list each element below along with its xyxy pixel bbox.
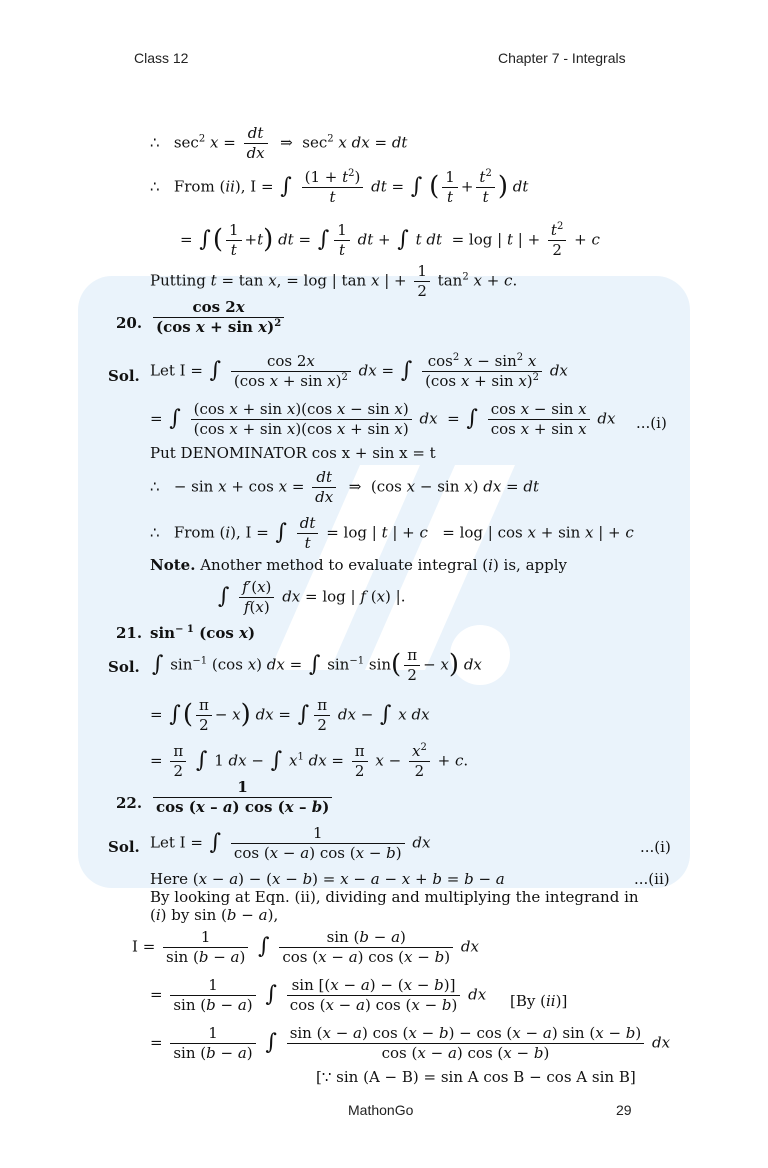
q20-number: 20. (116, 314, 143, 332)
q22-expression: $\frac{1}{\cos (x - a) \cos (x - b)}$ (150, 778, 335, 817)
line-2: ∴ From (ii), I = ∫ $\frac{(1 + t^2)}{t}$ dt = ∫ ( $\frac{1}{t}$ + $\frac{t^2}{t}$ ) dt (150, 168, 529, 206)
s21-sol-label: Sol. (108, 658, 140, 676)
footer-page-number: 29 (616, 1102, 632, 1118)
s22-tag-ii: ...(ii) (634, 870, 670, 888)
note-formula: ∫ $\frac{f'(x)}{f(x)}$ dx = log | f (x) |. (218, 578, 406, 616)
footer-brand: MathonGo (348, 1102, 414, 1118)
s22-sol-label: Sol. (108, 838, 140, 856)
s20-line-c: Put DENOMINATOR cos x + sin x = t (150, 444, 436, 462)
s21-line-c: = $\frac{\pi}{2}$ ∫ 1 dx − ∫ $x^1$ dx = $\frac{\pi}{2}$ x − $\frac{x^2}{2}$ + c. (150, 742, 469, 780)
s21-line-b: = ∫( $\frac{\pi}{2}$ − x) dx = ∫ $\frac{\pi}{2}$ dx − ∫ x dx (150, 696, 430, 734)
q21-expression: $\sin^{- 1} (\cos$ x) (150, 624, 256, 642)
s22-line-d: (i) by sin (b − a), (150, 906, 279, 924)
s20-line-a: Let I = ∫ $\frac{\cos 2x}{(\cos x + \sin x)^2}$ dx = ∫ $\frac{\cos^2 x - \sin^2 x}{(\cos x + \sin x)^2}$ dx (150, 352, 568, 390)
s21-line-a: ∫ $\sin^{-1} (\cos$ x) dx = ∫ $\sin^{-1} \sin$( $\frac{\pi}{2}$ − x) dx (152, 646, 482, 684)
s22-line-f: = $\frac{1}{\sin (b - a)}$ ∫ $\frac{\sin [(x - a) - (x - b)]}{\cos (x - a) \cos (x - b)}$ dx (150, 976, 487, 1014)
s20-line-b: = ∫ $\frac{\text{(cos x + sin x)(cos x − sin x)}}{\text{(cos x + sin x)(cos x + sin x)}}$ dx = ∫ $\frac{\text{cos x − sin x}}{\text{cos x + sin x}}$ dx (150, 400, 616, 438)
s20-sol-label: Sol. (108, 367, 140, 385)
s22-line-g: = $\frac{1}{\sin (b - a)}$ ∫ $\frac{\sin (x - a) \cos (x - b) - \cos (x - a) \sin (x - b)}{\cos (x - a) \cos (x - b)}$ dx (150, 1024, 671, 1062)
header-class: Class 12 (134, 50, 189, 66)
note-text: Another method to evaluate integral (i) is, apply (200, 556, 568, 574)
line-3: = ∫( $\frac{1}{t}$ +t) dt = ∫ $\frac{1}{t}$ dt + ∫ t dt = log | t | + $\frac{t^2}{2}$ + c (180, 221, 600, 259)
s22-line-b: Here (x − a) − (x − b) = x − a − x + b = b − a (150, 870, 505, 888)
s22-line-e: I = $\frac{1}{\sin (b - a)}$ ∫ $\frac{\sin (b - a)}{\cos (x - a) \cos (x - b)}$ dx (132, 928, 479, 966)
s20-tag-i: ...(i) (636, 414, 667, 432)
q20-expression: $\frac{\cos 2x}{(\cos x + \sin x)^2}$ (150, 298, 287, 337)
s22-line-h: [∵ sin (A − B) = sin A cos B − cos A sin B] (316, 1068, 636, 1086)
line-4: Putting t = tan x, = log | tan x | + $\frac{1}{2}$ $\tan^2 x + c$. (150, 262, 518, 300)
q22-number: 22. (116, 794, 143, 812)
q21-number: 21. (116, 624, 143, 642)
header-chapter: Chapter 7 - Integrals (498, 50, 626, 66)
s22-line-c: By looking at Eqn. (ii), dividing and multiplying the integrand in (150, 888, 639, 906)
s22-tag-by-ii: [By (ii)] (510, 992, 568, 1010)
s20-line-d: ∴ − sin x + cos x = $\frac{dt}{dx}$ ⇒ (cos x − sin x) dx = dt (150, 468, 540, 506)
s20-line-e: ∴ From (i), I = ∫ $\frac{dt}{t}$ = log | t | + c = log | cos x + sin x | + c (150, 514, 634, 552)
s22-line-a: Let I = ∫ $\frac{1}{\cos (x - a) \cos (x - b)}$ dx (150, 824, 431, 862)
line-1: ∴ $\sec^2 x$ = $\frac{dt}{dx}$ ⇒ $\sec^2 x$ dx = dt (150, 124, 408, 162)
note-line (150, 556, 567, 574)
s22-tag-i: ...(i) (640, 838, 671, 856)
note-label: Note. (150, 556, 196, 574)
